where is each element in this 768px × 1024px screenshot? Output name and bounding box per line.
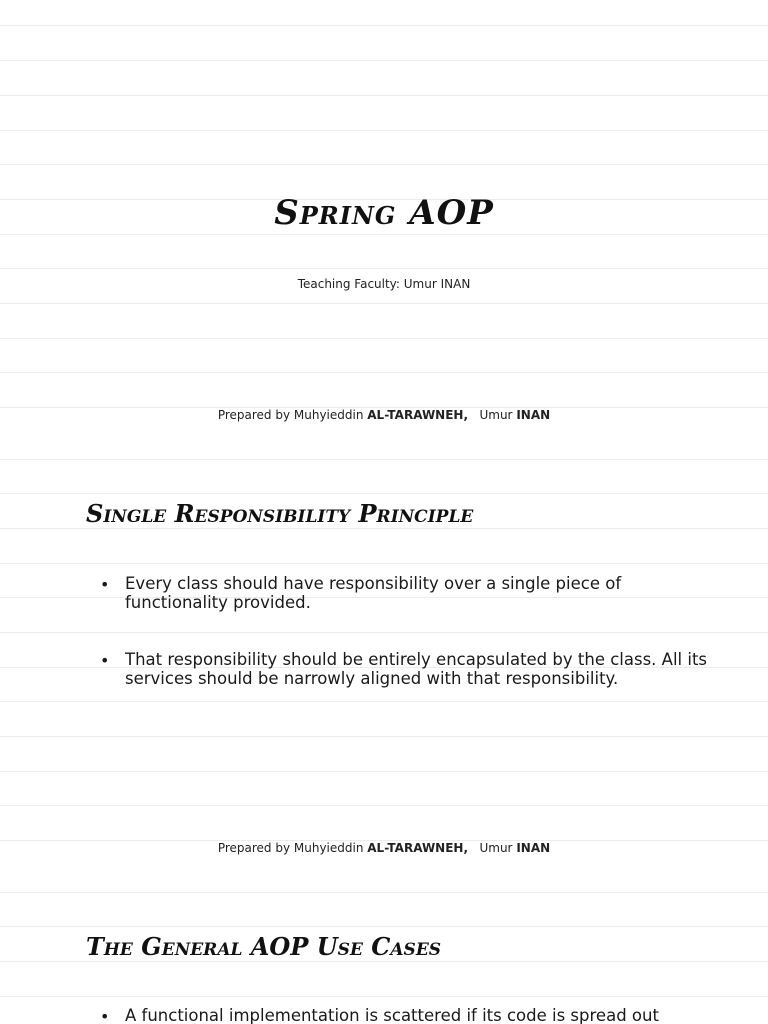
rule-line <box>0 268 768 269</box>
rule-line <box>0 771 768 772</box>
rule-line <box>0 95 768 96</box>
rule-line <box>0 736 768 737</box>
slide-heading: Single Responsibility Principle <box>86 499 474 528</box>
rule-line <box>0 164 768 165</box>
credit-prefix: Prepared by Muhyieddin <box>217 408 368 422</box>
rule-line <box>0 528 768 529</box>
rule-line <box>0 493 768 494</box>
rule-line <box>0 805 768 806</box>
credit-author-1: AL-TARAWNEH, <box>367 408 469 422</box>
list-item <box>100 650 735 688</box>
rule-line <box>0 961 768 962</box>
rule-line <box>0 338 768 339</box>
credit-prefix: Prepared by Muhyieddin <box>217 841 368 855</box>
credit-mid: Umur <box>468 408 517 422</box>
rule-line <box>0 926 768 927</box>
bullet-text: Every class should have responsibility over a single piece of functionality provided. <box>125 574 622 612</box>
credit-mid: Umur <box>468 841 517 855</box>
bullet-icon: • <box>100 1007 110 1024</box>
bullet-text: A functional implementation is scattered if its code is spread out <box>125 1006 659 1024</box>
slide-heading: The General AOP Use Cases <box>86 932 442 961</box>
rule-line <box>0 372 768 373</box>
credit-author-2: INAN <box>516 408 551 422</box>
rule-line <box>0 996 768 997</box>
rule-line <box>0 25 768 26</box>
rule-line <box>0 892 768 893</box>
list-item <box>100 574 645 612</box>
bullet-icon: • <box>100 575 110 594</box>
credit-author-2: INAN <box>516 841 551 855</box>
rule-line <box>0 459 768 460</box>
credit-author-1: AL-TARAWNEH, <box>367 841 469 855</box>
rule-line <box>0 60 768 61</box>
rule-line <box>0 234 768 235</box>
list-item <box>100 1006 735 1024</box>
rule-line <box>0 130 768 131</box>
rule-line <box>0 303 768 304</box>
bullet-list <box>100 574 735 688</box>
prepared-by-credit <box>0 841 768 855</box>
bullet-icon: • <box>100 651 110 670</box>
rule-line <box>0 563 768 564</box>
prepared-by-credit <box>0 408 768 422</box>
bullet-text: That responsibility should be entirely encapsulated by the class. All its services should be narrowly aligned with that responsibility. <box>125 650 708 688</box>
teaching-faculty: Teaching Faculty: Umur INAN <box>297 277 471 291</box>
presentation-title: Spring AOP <box>274 193 494 233</box>
bullet-list <box>100 1006 735 1024</box>
rule-line <box>0 701 768 702</box>
